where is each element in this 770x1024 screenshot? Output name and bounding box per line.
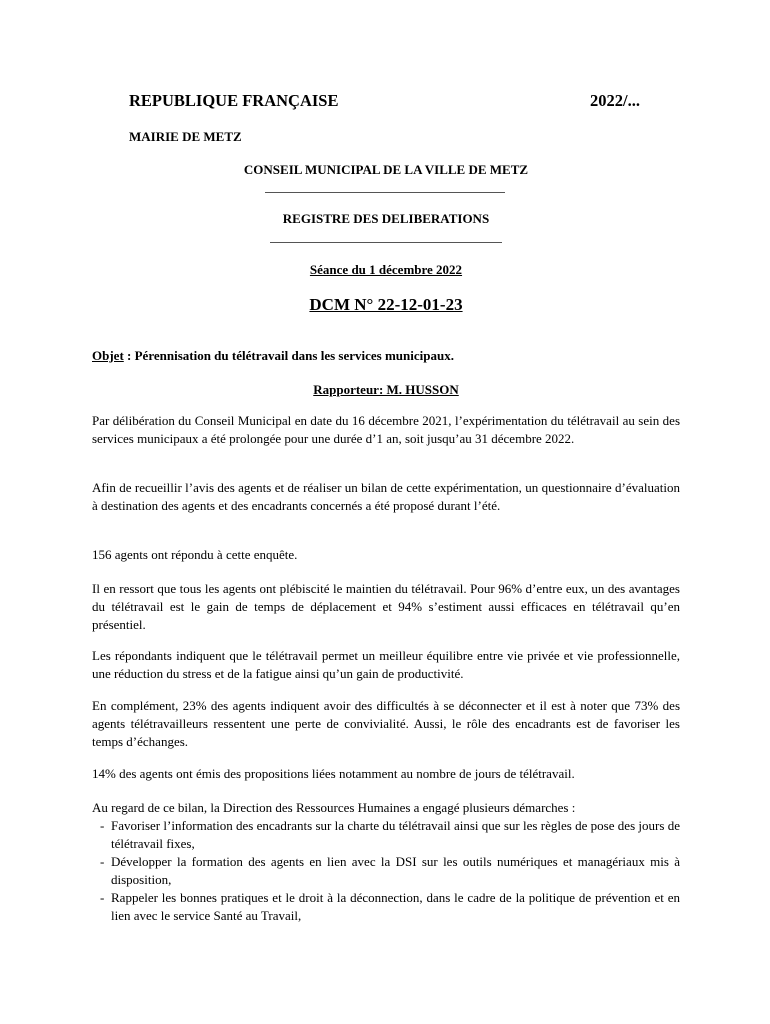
objet-text: : Pérennisation du télétravail dans les services municipaux. bbox=[123, 348, 454, 363]
paragraph: 14% des agents ont émis des propositions liées notamment au nombre de jours de télétravail. bbox=[92, 766, 575, 781]
conseil-heading: CONSEIL MUNICIPAL DE LA VILLE DE METZ bbox=[243, 162, 529, 177]
dcm-heading bbox=[92, 295, 680, 315]
seance-date bbox=[92, 262, 680, 278]
list-item bbox=[92, 889, 680, 925]
deliberation-number: 2022/... bbox=[590, 91, 640, 110]
paragraph: En complément, 23% des agents indiquent avoir des difficultés à se déconnecter et il est à noter que 73% des agents télétravailleurs ressentent une perte de convivialité. Aussi, le rôle des encadrants est de favoriser les temps d’échanges. bbox=[92, 698, 680, 749]
paragraph: Au regard de ce bilan, la Direction des Ressources Humaines a engagé plusieurs démarches : bbox=[92, 800, 576, 815]
divider-line bbox=[270, 242, 502, 243]
list-item-text: Favoriser l’information des encadrants sur la charte du télétravail ainsi que sur les règles de pose des jours de télétravail fixes, bbox=[111, 818, 680, 851]
paragraph: Afin de recueillir l’avis des agents et de réaliser un bilan de cette expérimentation, un questionnaire d’évaluation à destination des agents et des encadrants concernés a été proposé durant l’été. bbox=[92, 480, 680, 513]
list-marker: - bbox=[100, 890, 105, 905]
rapporteur-line bbox=[92, 382, 680, 398]
rapporteur-text: Rapporteur: M. HUSSON bbox=[313, 382, 459, 397]
mairie-heading: MAIRIE DE METZ bbox=[129, 129, 242, 144]
paragraph: 156 agents ont répondu à cette enquête. bbox=[92, 547, 298, 562]
dcm-number: DCM N° 22-12-01-23 bbox=[309, 295, 463, 314]
divider-line bbox=[265, 192, 505, 193]
paragraph: Les répondants indiquent que le télétravail permet un meilleur équilibre entre vie privée et vie professionnelle, une réduction du stress et de la fatigue ainsi qu’un gain de productivité. bbox=[92, 648, 680, 681]
objet-line bbox=[92, 348, 454, 364]
paragraph: Il en ressort que tous les agents ont plébiscité le maintien du télétravail. Pour 96% d’entre eux, un des avantages du télétravail est le gain de temps de déplacement et 94% s’estiment aussi efficaces en télétravail qu’en présentiel. bbox=[92, 581, 680, 632]
action-list bbox=[92, 817, 680, 925]
list-marker: - bbox=[100, 854, 105, 869]
list-item bbox=[92, 817, 680, 853]
paragraph: Par délibération du Conseil Municipal en date du 16 décembre 2021, l’expérimentation du télétravail au sein des services municipaux a été prolongée pour une durée d’1 an, soit jusqu’au 31 décembre 2022. bbox=[92, 413, 680, 446]
list-item-text: Développer la formation des agents en lien avec la DSI sur les outils numériques et managériaux mis à disposition, bbox=[111, 854, 680, 887]
registre-heading: REGISTRE DES DELIBERATIONS bbox=[282, 211, 490, 226]
seance-text: Séance du 1 décembre 2022 bbox=[309, 262, 463, 277]
list-item bbox=[92, 853, 680, 889]
republic-heading: REPUBLIQUE FRANÇAISE bbox=[129, 91, 339, 110]
list-marker: - bbox=[100, 818, 105, 833]
list-item-text: Rappeler les bonnes pratiques et le droit à la déconnection, dans le cadre de la politique de prévention et en lien avec le service Santé au Travail, bbox=[111, 890, 680, 923]
objet-label: Objet bbox=[92, 348, 124, 363]
